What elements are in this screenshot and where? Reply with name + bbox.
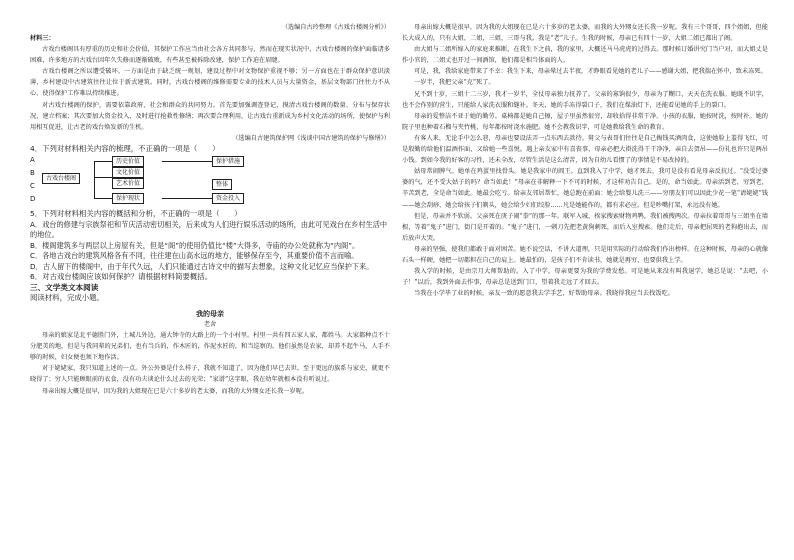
diagram-box: 文化价值 bbox=[112, 167, 144, 178]
story-paragraph: 姑母常闹脾气。她单在鸡蛋里找骨头。她是我家中的阎王。直到我入了中学，她才死去，我可是没有看见母亲反抗过。“没受过婆婆的气，还不受大姑子的吗？命当如此！”母亲在非解释一下不可的时候，才这样劝告自己。是的，命当如此。母亲活到老，穷到老，辛苦到老，全是命当如此。她最会吃亏。给亲友邻居帮忙，她总跑在前面：她会给婴儿洗三——穷朋友们可以因此少花一笔“请姥姥”钱——她会刮痧，她会给孩子们剃头，她会给少妇们绞脸……凡是她能作的，都有求必应。但是吵嘴打架，永远没有她。 bbox=[402, 168, 768, 209]
diagram-option-a: A bbox=[30, 156, 35, 165]
diagram-box: 保护现状 bbox=[112, 193, 144, 204]
diagram-connector bbox=[94, 161, 95, 199]
section-3-heading: 三、文学类文本阅读 bbox=[30, 282, 99, 292]
question-5-option-c: C．各地古戏台的建筑风格各有不同，往往建在山高水远的地方，能够保存至今，其重要价值不言而喻。 bbox=[30, 251, 359, 261]
diagram-connector bbox=[162, 161, 212, 162]
story-paragraph: 兄不到十岁，三姐十二三岁，我才一岁半，全仗母亲独力抚养了。父亲的寡饷很少，母亲为了糊口，天天在洗衣服。她既不识字，也不会作别的营生，只能给人家洗衣服和缝补。冬天，她的手冻得裂口子，我们在煤油灯下，还能看见她的手上的裂口。 bbox=[402, 90, 768, 109]
question-5-option-d: D．古人留下的楼阁中，由于年代久远，人们只能通过古诗文中的描写去想象，这种文化记忆应当保护下来。 bbox=[30, 261, 374, 271]
section-3-instruction: 阅读材料，完成小题。 bbox=[30, 293, 104, 303]
story-paragraph: 母亲的娘家是北平德胜门外，土城儿外边，通大钟寺的大路上的一个小村里。村里一共有四五家人家，都姓马。大家都种点不十分肥美的地，但是与我同辈的兄弟们，也有当兵的，作木匠的，作泥水匠的，和当巡察的。他们虽然是农家，却养不起牛马，人手不够的时候，妇女便也须下地作活。 bbox=[30, 332, 390, 362]
story-paragraph: 母亲出嫁大概是很早，因为我的大姐现在已是六十多岁的老太婆，而我的大外甥女还长我一岁呢。 bbox=[42, 387, 309, 395]
story-title: 我的母亲 bbox=[196, 308, 224, 318]
story-paragraph: 母亲的爱整洁不亚于她的勤劳。桌椅都是她自己擦，屋子里虽然很穷，却收拾得非常干净。小孩的衣服，她按时洗，按时补。她的院子里也种着石榴与夹竹桃，每年都按时浇水施肥。她不会教我识字，可是她教给我生命的教育。 bbox=[402, 112, 768, 131]
question-4: 4．下列对材料相关内容的梳理，不正确的一项是（ ） bbox=[30, 143, 220, 153]
material-3-paragraph: 古戏台楼阁具有厚重的历史和社会价值，其保护工作应当由社会各方共同参与，然而在现实状况中，古戏台楼阁的保护面临诸多困难，许多地方的古戏台因年久失修而逐渐破败，有些甚至被拆除改建，保护工作迫在眉睫。 bbox=[30, 46, 390, 65]
source-citation-top: （选编自古玲整理《古戏台楼阁分析》） bbox=[281, 24, 390, 31]
content-diagram bbox=[30, 155, 390, 207]
diagram-connector bbox=[162, 198, 212, 199]
story-paragraph: 母亲出嫁大概是很早，因为我的大姐现在已是六十多岁的老太婆，而我的大外甥女还长我一岁呢。我有三个哥哥，四个姐姐，但能长大成人的，只有大姐，二姐，三姐，三哥与我。我是“老”儿子。生我的时候，母亲已有四十一岁，大姐二姐已都出了阁。 bbox=[402, 24, 768, 43]
question-5-option-b: B．楼阁建筑多与两层以上房屋有关，但是“阁”的使用仍值比“楼”大得多，寺庙的办公处就称为“内阁”。 bbox=[30, 240, 360, 250]
diagram-box: 整体 bbox=[212, 179, 232, 190]
story-paragraph: 对于姥姥家，我只知道上述的一点。外公外婆是什么样子，我就不知道了，因为他们早已去世。至于更远的族系与家史，就更不晓得了；穷人只能顾眼前的衣食，没有功夫谈论什么过去的光荣；“家谱”这字眼，我在幼年就根本没有听说过。 bbox=[30, 365, 390, 384]
material-3-paragraph: 古戏台楼阁之所以遭受破坏，一方面是由于缺乏统一规划，建设过程中对文物保护重视不够；另一方面也在于群众保护意识淡薄，乡村建设中古建筑往往让位于新式建筑。同时，古戏台楼阁的维修需要专业的技术人员与大量资金，基层文物部门往往力不从心，使得保护工作难以持续推进。 bbox=[30, 68, 390, 98]
diagram-connector bbox=[94, 177, 112, 178]
diagram-box: 保护措施 bbox=[212, 156, 244, 167]
material-3-paragraph: 对古戏台楼阁的保护，需要依靠政府、社会和群众的共同努力。首先要加强调查登记，摸清古戏台楼阁的数量、分布与保存状况，建立档案；其次要加大资金投入，及时进行抢救性修缮；再次要合理利用，让古戏台重新成为乡村文化活动的场所，使保护与利用相互促进，让古老的戏台焕发新的生机。 bbox=[30, 101, 390, 131]
story-paragraph: 有客人来，无论手中怎么窘，母亲也要设法弄一点东西去款待。舅父与表哥们往往是自己掏钱买酒肉食，这使她脸上羞得飞红，可是殷勤的给他们温酒作面，又给她一些喜悦。遇上亲友家中有喜丧事，母亲必把大褂洗得干干净净，亲自去贺吊——份礼也许只是两吊小钱。到如今我的好客的习性，还未全改，尽管生活是这么清苦，因为自幼儿看惯了的事情是不易改掉的。 bbox=[402, 134, 768, 165]
diagram-box: 历史价值 bbox=[112, 156, 144, 167]
diagram-option-d: D bbox=[30, 195, 36, 204]
diagram-option-c: C bbox=[30, 182, 35, 191]
story-paragraph: 由大姐与二姐所嫁入的家庭来推断，在我生下之前，我的家里，大概还马马虎虎的过得去。那时候订婚讲究门当户对，而大姐丈是作小官的，二姐丈也开过一间酒馆，他们都是相当体面的人。 bbox=[402, 46, 768, 65]
diagram-box: 艺术价值 bbox=[112, 178, 144, 189]
story-paragraph: 但是，母亲并不软弱。父亲死在庚子闹“拳”的那一年。联军入城，挨家搜索财物鸡鸭，我们被搜两次。母亲拉着哥哥与三姐坐在墙根，等着“鬼子”进门，街门是开着的。“鬼子”进门，一刺刀先把老黄狗刺死，而后入室搜索。他们走后，母亲把屈死的老狗抱出去，而后放声大哭。 bbox=[402, 212, 768, 242]
story-paragraph: 母亲的坚强，使我们都敢于面对困苦。她不说空话，不讲大道理，只是用实际的行动给我们作出榜样。在这种时候，母亲的心就像石头一样硬，她把一切都担在自己的肩上。她最怕的，是孩子们不肯读书，她就是再穷，也要供我上学。 bbox=[402, 245, 768, 264]
material-3-label: 材料三： bbox=[30, 35, 55, 42]
right-column bbox=[402, 22, 768, 299]
question-5-option-a: A．戏台的修建与宗族祭祀和节庆活动密切相关，后来成为人们进行娱乐活动的场所，由此可见戏台在乡村生活中的地位。 bbox=[30, 220, 388, 240]
left-column bbox=[30, 22, 390, 397]
diagram-root-box: 古戏台楼阁 bbox=[42, 173, 80, 184]
story-paragraph: 当我在小学毕了业的时候，亲友一致的愿意我去学手艺，好帮助母亲。我晓得我应当去找饭吃。 bbox=[414, 290, 674, 298]
story-paragraph: 我入学的时候，是由宗月大师帮助的。入了中学，母亲更要为我的学费发愁。可是她从来没有叫我退学，她总是说：“去吧，小子！”以后，我到外面去作事，母亲总是送到门口，望着我走远了才回去。 bbox=[402, 268, 768, 287]
story-paragraph: 一岁半，我把父亲“克”死了。 bbox=[414, 79, 495, 87]
story-author: 老舍 bbox=[203, 320, 217, 328]
diagram-box: 资金投入 bbox=[212, 193, 244, 204]
diagram-option-b: B bbox=[30, 169, 35, 178]
diagram-connector bbox=[94, 198, 112, 199]
diagram-connector bbox=[94, 161, 112, 162]
question-6: 6．对古戏台楼阁应该如何保护？请根据材料简要概括。 bbox=[30, 272, 213, 282]
question-5: 5．下列对材料相关内容的概括和分析，不正确的一项是（ ） bbox=[30, 209, 242, 219]
story-paragraph: 可是，我，我给家庭带来了不幸：我生下来，母亲晕过去半夜，才睁眼看见她的老儿子——感谢大姐，把我揣在怀中，致未冻死。 bbox=[414, 68, 767, 76]
source-citation-bottom: （选编自古建筑保护网《浅谈中国古建筑的保护与修缮》） bbox=[232, 134, 390, 142]
